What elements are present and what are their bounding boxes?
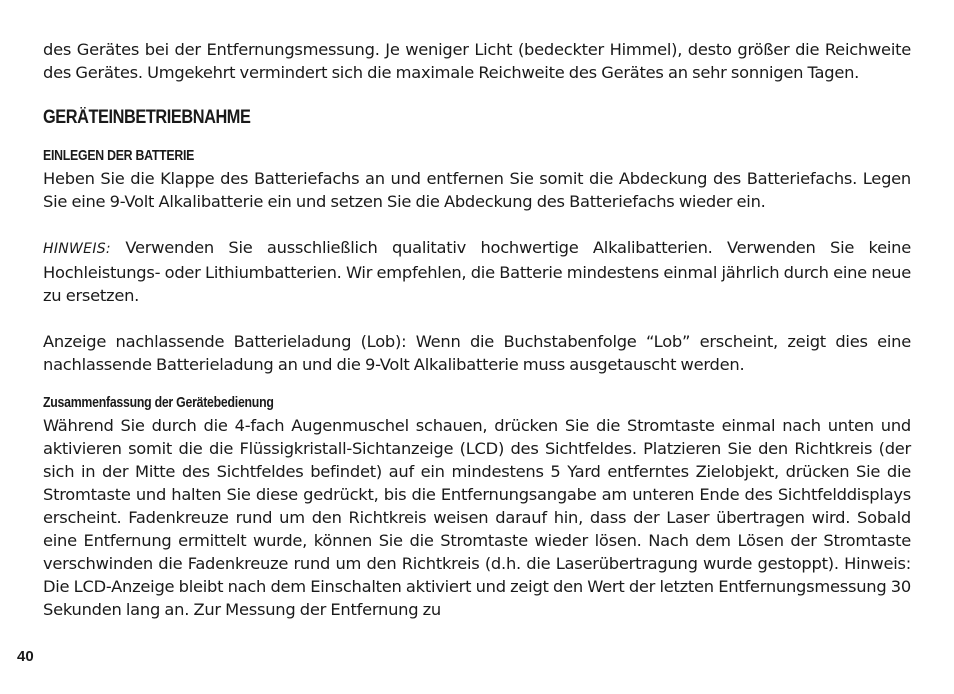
note-label: HINWEIS: (43, 241, 111, 257)
summary-heading: Zusammenfassung der Gerätebedienung (43, 394, 274, 411)
low-battery-paragraph: Anzeige nachlassende Batterieladung (Lob): Wenn die Buchstabenfolge “Lob” erscheint, zeigt dies eine nachlassende Batterieladung an und die 9-Volt Alkalibatterie muss ausgetauscht werden. (43, 332, 911, 374)
note-text: Verwenden Sie ausschließlich qualitativ hochwertige Alkalibatterien. Verwenden Sie keine Hochleistungs- oder Lithiumbatterien. Wir empfehlen, die Batterie mindestens einmal jährlich durch eine neue zu ersetzen. (43, 238, 911, 305)
spacer (43, 84, 911, 106)
spacer (43, 307, 911, 330)
intro-paragraph: des Gerätes bei der Entfernungsmessung. Je weniger Licht (bedeckter Himmel), desto größer die Reichweite des Gerätes. Umgekehrt vermindert sich die maximale Reichweite des Gerätes an sehr sonnigen Tagen. (43, 40, 911, 82)
note-paragraph (43, 236, 911, 307)
page-number: 40 (17, 648, 34, 665)
battery-paragraph: Heben Sie die Klappe des Batteriefachs an und entfernen Sie somit die Abdeckung des Batteriefachs. Legen Sie eine 9-Volt Alkalibatterie ein und setzen Sie die Abdeckung des Batteriefachs wieder ein. (43, 169, 911, 211)
spacer (43, 213, 911, 236)
summary-paragraph: Während Sie durch die 4-fach Augenmuschel schauen, drücken Sie die Stromtaste einmal nach unten und aktivieren somit die die Flüssigkristall-Sichtanzeige (LCD) des Sichtfeldes. Platzieren Sie den Richtkreis (der sich in der Mitte des Sichtfeldes befindet) auf ein mindestens 5 Yard entferntes Zielobjekt, drücken Sie die Stromtaste und halten Sie diese gedrückt, bis die Entfernungsangabe am unteren Ende des Sichtfelddisplays erscheint. Fadenkreuze rund um den Richtkreis weisen darauf hin, dass der Laser übertragen wird. Sobald eine Entfernung ermittelt wurde, können Sie die Stromtaste wieder lösen. Nach dem Lösen der Stromtaste verschwinden die Fadenkreuze rund um den Richtkreis (d.h. die Laserübertragung wurde gestoppt). Hinweis: Die LCD-Anzeige bleibt nach dem Einschalten aktiviert und zeigt den Wert der letzten Entfernungsmessung 30 Sekunden lang an. Zur Messung der Entfernung zu (43, 416, 911, 619)
page-content (43, 38, 911, 621)
spacer (43, 376, 911, 391)
section-heading: GERÄTEINBETRIEBNAHME (43, 107, 251, 128)
battery-heading: EINLEGEN DER BATTERIE (43, 147, 195, 164)
spacer (43, 129, 911, 144)
